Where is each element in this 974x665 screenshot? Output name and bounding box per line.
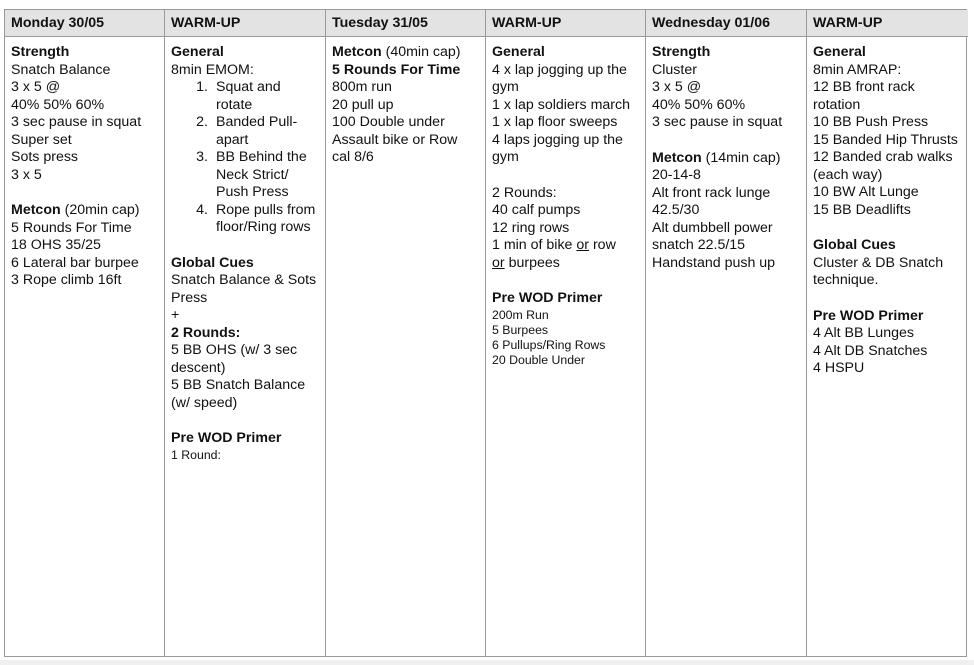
bike-text: 1 min of bike [492,237,577,253]
warmup-2-primer-line: 5 Burpees [492,322,549,337]
warmup-3-general-line: 8min AMRAP: [813,61,902,78]
warmup-2-rounds-line: 12 ring rows [492,219,570,236]
tuesday-cell [326,37,486,656]
wednesday-metcon-cap: (14min cap) [705,149,781,166]
warmup-3-primer-line: 4 Alt BB Lunges [813,325,914,341]
monday-strength-line: 3 x 5 [11,166,42,183]
monday-metcon-line: 5 Rounds For Time [11,219,132,236]
bottom-margin [0,660,974,665]
warmup-2-primer-line: 200m Run [492,307,549,322]
monday-strength-title: Strength [11,44,70,60]
wednesday-metcon-line: Handstand push up [652,254,776,271]
warmup-3-cues-title: Global Cues [813,237,896,253]
list-number: 3. [196,149,208,165]
warmup-2-primer-title: Pre WOD Primer [492,290,603,306]
list-number: 1. [196,79,208,95]
warmup-3-general-line: 10 BW Alt Lunge [813,184,919,200]
monday-strength-line: Sots press [11,149,79,165]
warmup-1-plus: + [171,307,180,323]
monday-cell [5,37,165,656]
monday-metcon-cap: (20min cap) [64,202,140,218]
warmup-1-cues-text: Snatch Balance & Sots Press [171,272,317,306]
warmup-1-primer-line: 1 Round: [171,447,221,462]
wednesday-strength-line: 3 sec pause in squat [652,114,783,130]
header-tuesday: Tuesday 31/05 [326,10,486,37]
warmup-2-general-line: 1 x lap floor sweeps [492,114,618,130]
bike-or: or [492,254,505,271]
monday-strength-line: Super set [11,131,72,148]
emom-list [171,79,319,237]
tuesday-rounds-title: 5 Rounds For Time [332,61,461,78]
monday-strength-line: Snatch Balance [11,61,111,78]
header-warmup-2: WARM-UP [486,10,646,37]
wednesday-metcon-line: Alt front rack lunge 42.5/30 [652,184,771,218]
wednesday-strength-line: 40% 50% 60% [652,96,746,113]
header-warmup-1: WARM-UP [165,10,326,37]
warmup-2-general-line: 4 x lap jogging up the gym [492,61,627,95]
list-item [171,114,319,149]
wednesday-metcon-line: 20-14-8 [652,167,701,183]
monday-strength-line: 3 sec pause in squat [11,114,142,130]
header-wednesday: Wednesday 01/06 [646,10,807,37]
list-text: BB Behind the Neck Strict/ Push Press [216,149,307,200]
tuesday-line: 20 pull up [332,96,394,113]
warmup-2-rounds-line: 40 calf pumps [492,202,581,218]
monday-metcon-line: 3 Rope climb 16ft [11,272,122,288]
warmup-3-general-line: 10 BB Push Press [813,114,929,130]
list-text: Banded Pull-apart [216,114,298,148]
warmup-2-general-line: 1 x lap soldiers march [492,96,630,113]
header-warmup-3: WARM-UP [807,10,968,37]
wednesday-metcon-title: Metcon [652,149,702,166]
wednesday-metcon-line: Alt dumbbell power snatch 22.5/15 [652,219,773,253]
list-number: 2. [196,114,208,130]
monday-metcon-line: 6 Lateral bar burpee [11,254,139,271]
warmup-1-general-title: General [171,44,224,60]
warmup-3-general-title: General [813,44,866,60]
wednesday-strength-title: Strength [652,44,711,60]
warmup-1-primer-title: Pre WOD Primer [171,430,282,446]
warmup-1-rounds-title: 2 Rounds: [171,324,241,341]
list-number: 4. [196,201,208,218]
tuesday-metcon-cap: (40min cap) [385,44,461,60]
warmup-2-primer-line: 20 Double Under [492,352,585,367]
wednesday-strength-line: 3 x 5 @ [652,79,702,95]
warmup-1-rounds-line: 5 BB Snatch Balance (w/ speed) [171,377,306,411]
warmup-2-primer-line: 6 Pullups/Ring Rows [492,337,606,352]
list-item [171,149,319,202]
monday-strength-line: 40% 50% 60% [11,96,105,113]
warmup-2-general-title: General [492,44,545,60]
tuesday-line: 100 Double under [332,114,445,130]
warmup-3-general-line: 15 Banded Hip Thrusts [813,131,958,148]
list-text: Rope pulls from floor/Ring rows [216,201,316,235]
warmup-1-rounds-line: 5 BB OHS (w/ 3 sec descent) [171,342,298,376]
warmup-3-general-line: 12 BB front rack rotation [813,79,915,113]
warmup-2-general-line: 4 laps jogging up the gym [492,131,623,165]
wednesday-metcon-heading [652,150,800,168]
warmup-2-rounds-intro: 2 Rounds: [492,184,557,201]
warmup-2-cell [486,37,646,656]
bike-text: row [589,237,616,253]
monday-metcon-line: 18 OHS 35/25 [11,237,101,253]
workout-table [4,9,967,657]
tuesday-metcon-title: Metcon [332,44,382,60]
tuesday-line: 800m run [332,79,392,95]
warmup-3-primer-line: 4 Alt DB Snatches [813,342,928,359]
bike-or: or [576,237,590,253]
wednesday-strength-line: Cluster [652,61,697,78]
warmup-1-cell [165,37,326,656]
header-monday: Monday 30/05 [5,10,165,37]
warmup-3-general-line: 15 BB Deadlifts [813,201,911,218]
warmup-1-general-intro: 8min EMOM: [171,61,254,78]
wednesday-cell [646,37,807,656]
bike-text: burpees [504,254,560,271]
monday-strength-line: 3 x 5 @ [11,79,61,95]
warmup-2-bike-line [492,237,639,272]
list-item [171,202,319,237]
monday-metcon-heading [11,202,158,220]
warmup-3-general-line: 12 Banded crab walks (each way) [813,149,953,183]
warmup-3-primer-line: 4 HSPU [813,360,865,376]
tuesday-metcon-heading [332,44,479,62]
monday-metcon-title: Metcon [11,202,61,218]
list-text: Squat and rotate [216,79,281,113]
warmup-3-primer-title: Pre WOD Primer [813,307,924,324]
warmup-3-cues-text: Cluster & DB Snatch technique. [813,254,944,288]
warmup-3-cell [807,37,968,656]
tuesday-line: Assault bike or Row cal 8/6 [332,131,458,165]
warmup-1-cues-title: Global Cues [171,254,254,271]
list-item [171,79,319,114]
